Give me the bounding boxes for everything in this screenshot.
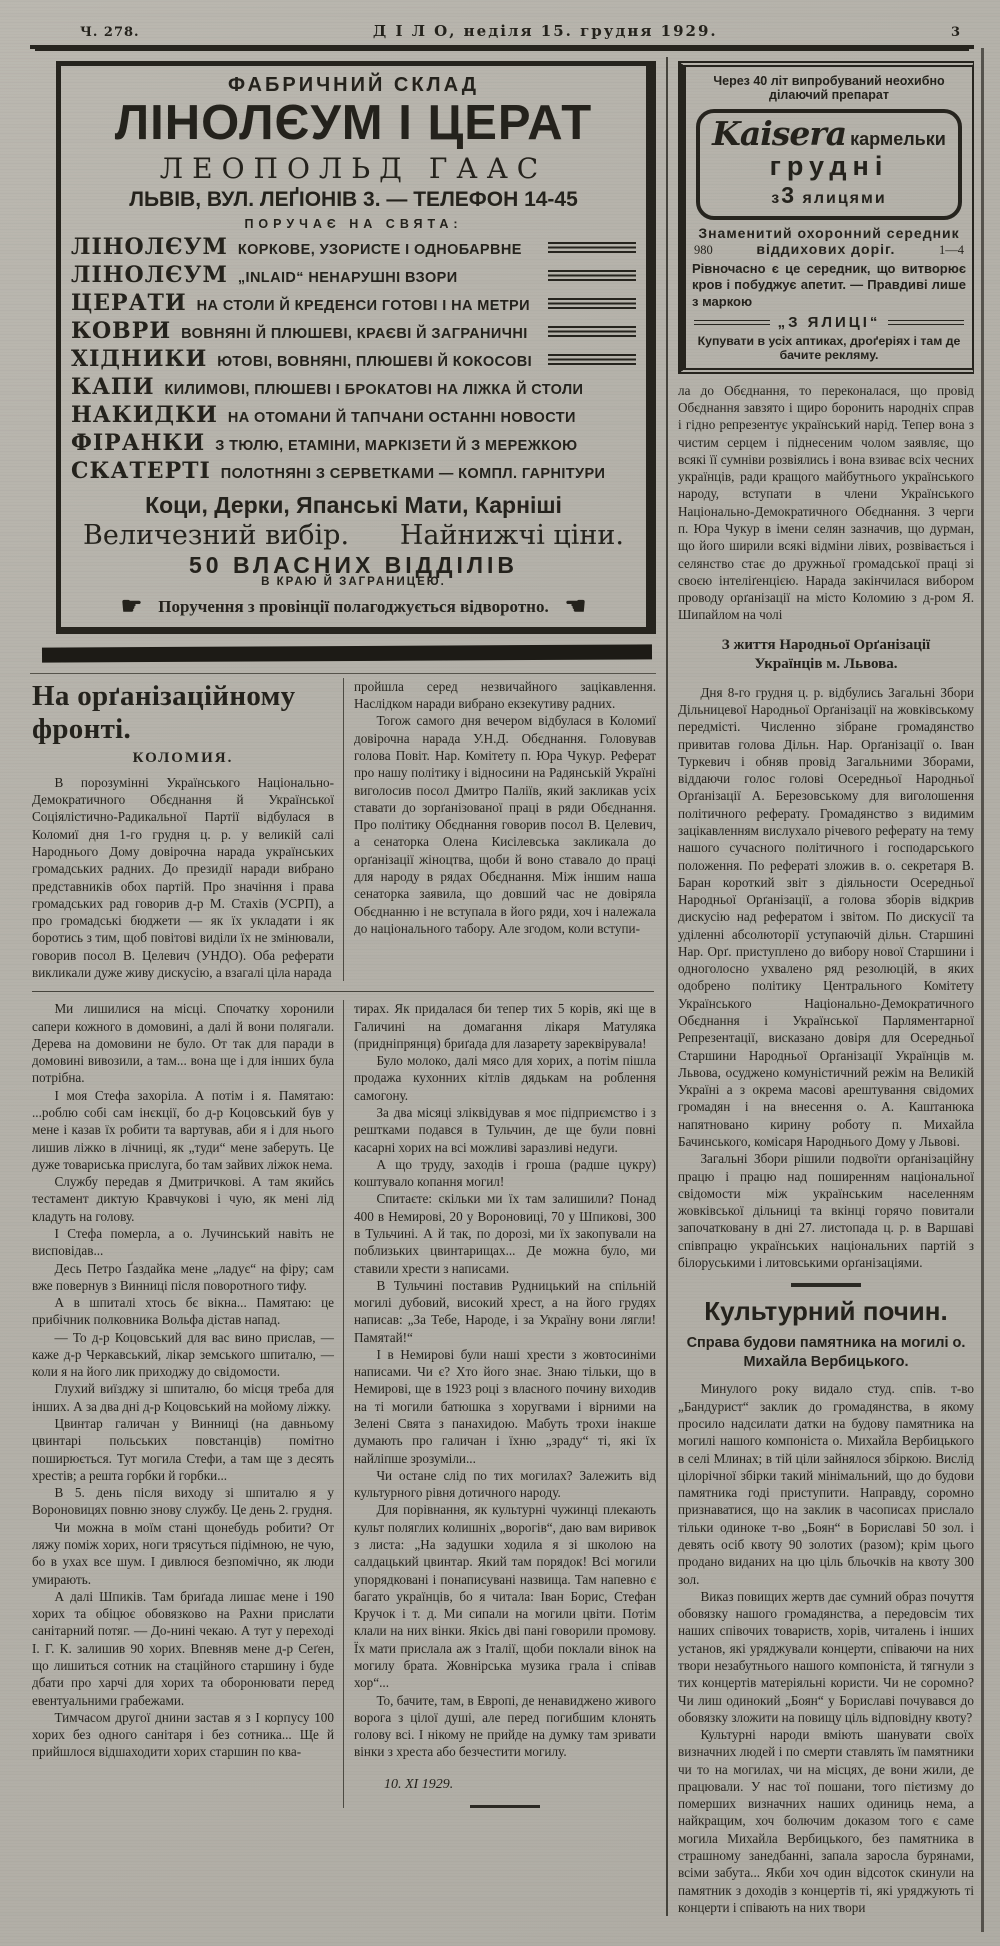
ad-choice-right: Найнижчі ціни. [399, 519, 624, 551]
paragraph: В порозумінні Українського Національно-Демократичного Обєднання й Української Соціялістично-Радикальної Партії відбулася в Коломиї дня 1-го грудня ц. р. у великій салі Народнього Дому довірочна нарада українських громадських радних. До президії наради вибрано представників обох партій. Про значіння і права громадських рад говорив д-р М. Стахів (УСРП), а про громадські бюджети — як їх укладати і як боротись з тим, щоб повітові виділи їх не змінювали, говорив посол В. Целевич (УНДО). Оба реферати викликали дуже живу дискусію, а взагалі ціла нарада [32, 774, 334, 980]
page-number: 3 [950, 25, 960, 40]
ad-product-row [71, 319, 636, 347]
section-divider [791, 1283, 861, 1287]
product-desc: ПОЛОТНЯНІ З СЕРВЕТКАМИ — КОМПЛ. ГАРНІТУРИ [220, 465, 606, 482]
ad-product-row [71, 235, 636, 263]
kaisera-mark: „З ЯЛИЦІ“ [777, 313, 881, 331]
paragraph: Для порівнання, як культурні чужинці плекають культ поляглих колишніх „ворогів“, даю вам виривок з листа: „На задушки ходила я зі школою на салдацький цвинтар. Який там порядок! Всі могили упорядковані і понаписувані назвища. Там напевно є багато українців, бо я читала: Іван Борис, Стефан Кручок і т. д. Ми сипали на могили цвіти. Потім клали на них вінки. Якісь дві пані говорили промову. Їх мати прислала аж з Італії, щоби поклали вінок на могилу брата. Жовнірська музика грала і співав хор“... [354, 1502, 656, 1691]
section1-text [678, 684, 974, 1272]
paragraph: В 5. день після виходу зі шпиталю я у Вороновицях повню знову службу. Це день 2. грудня. [32, 1485, 334, 1518]
newspaper-title-dateline: Д І Л О, неділя 15. грудня 1929. [372, 22, 718, 40]
ad-branches-line: 50 ВЛАСНИХ ВІДДІЛІВ [189, 551, 518, 578]
article-column-2 [343, 678, 656, 981]
ad-product-row [71, 291, 636, 319]
ad-address-phone: ЛЬВІВ, ВУЛ. ЛЕҐІОНІВ 3. — ТЕЛЕФОН 14-45 [129, 187, 578, 211]
kaisera-claim-line1: Знаменитий охоронний середник [698, 225, 960, 241]
ad-product-row [71, 431, 636, 459]
paragraph: — То д-р Коцовський для вас вино прислав, — каже д-р Черкавський, лікар земського шпиталю, — коли я на його лик приходжу до свідомости. [32, 1329, 334, 1380]
kaisera-number-left: 980 [694, 243, 713, 257]
ad-choice-line [71, 520, 636, 551]
article-text [32, 774, 334, 981]
stacked-lines-decoration [548, 298, 636, 311]
paragraph: Виказ повищих жертв дає сумний образ почуття обовязку нашого громадянства, а передовсім тих наших співочих товариств, хорів, читалень і інших установ, які уряджували концерти, співаючи на них твори незабутнього нашого компоніста, й тягнули з тих концертів матеріяльні користи. Чи не соромно? Чи лиш одинокий „Боян“ у Бориславі почувався до обовязку зложити на повищу ціль відповідну квоту? [678, 1588, 974, 1725]
memoir-column-2 [343, 1000, 656, 1808]
memoir-text [354, 1000, 656, 1760]
product-desc: З ТЮЛЮ, ЕТАМІНИ, МАРКІЗЕТИ Й З МЕРЕЖКОЮ [215, 437, 578, 454]
yal-prefix: з [771, 190, 782, 207]
paragraph: Службу передав я Дмитричкові. А там якийсь тестамент диктую Кравчукові і чую, як мені лід кладуть на голову. [32, 1174, 334, 1224]
right-column [666, 57, 974, 1916]
product-lead: СКАТЕРТІ [71, 457, 211, 484]
ad-title: ЛІНОЛЄУМ І ЦЕРАТ [114, 96, 593, 150]
paragraph: Було молоко, далі мясо для хорих, а потім пішла продажа кухонних кітлів дядькам на роблення самогону. [354, 1053, 656, 1103]
kaisera-claim-line2-row [692, 241, 966, 258]
kaisera-footer: Купувати в усіх аптиках, дроґеріях і там де бачите рекляму. [697, 333, 961, 362]
product-lead: ЛІНОЛЄУМ [71, 261, 228, 288]
paragraph: Тимчасом другої днини застав я з І корпусу 100 хорих без одного санітаря і без сотника... Ще й прийшлося відшаходити хорих старшин по ква- [32, 1709, 334, 1760]
pointing-hand-left-icon: ☚ [564, 593, 587, 620]
kaisera-hrudni: грудні [769, 151, 889, 181]
product-desc: НА ОТОМАНИ Й ТАПЧАНИ ОСТАННІ НОВОСТИ [227, 409, 576, 426]
paragraph: Цвинтар галичан у Винниці (на давньому цвинтарі польських повстанців) помітно поширюється. Тут могила Стефи, а там ще з десять хрестів; а решта горбки й горбки... [32, 1416, 334, 1483]
paragraph: пройшла серед незвичайного зацікавлення. Наслідком наради вибрано екзекутиву радних. [354, 678, 656, 712]
product-desc: НА СТОЛИ Й КРЕДЕНСИ ГОТОВІ І НА МЕТРИ [196, 297, 530, 314]
memoir-column-1 [30, 1000, 343, 1808]
section-title-narodnia-orhanizatsiia: З життя Народньої Орґанізації Українців м. Львова. [721, 636, 931, 673]
paragraph: Чи остане слід по тих могилах? Залежить від культурного рівня дотичного народу. [354, 1467, 656, 1501]
double-line-decoration [888, 320, 964, 325]
stacked-lines-decoration [548, 270, 636, 283]
article-organizational-front [30, 673, 656, 981]
heavy-rule-decoration [42, 644, 652, 662]
product-desc: КИЛИМОВІ, ПЛЮШЕВІ І БРОКАТОВІ НА ЛІЖКА Й СТОЛИ [164, 381, 584, 398]
paragraph: Спитаєте: скільки ми їх там залишили? Понад 400 в Немирові, 20 у Вороновиці, 70 у Шпикові, 300 в Тульчині. А й так, по дорозі, ми їх закопували на поблизьких цвинтарищах... Де можна було, ми ставили хрести з написами. [354, 1191, 656, 1276]
paragraph: Ми лишилися на місці. Спочатку хоронили сапери кожного в домовині, а далі й вони полягали. Дерева на домовини не було. От так для паради в домовині вивозили, а там... вона ще і для інших була потрібна. [32, 1001, 334, 1086]
kaisera-number-right: 1—4 [938, 243, 964, 257]
paragraph: Культурні народи вміють шанувати своїх визначних людей і по смерти ставлять їм памятники чи то на могилах, чи на місцях, де вони жили, де працювали. У нас тої пошани, того пієтизму до померших визначних наших одиниць нема, а найкращим, хоч болючим доказом того є саме могила Михайла Вербицького, без памятника в страшному занедбанні, запала заросла бурянами, всіми забута... Якби хоч один відсоток скинули на памятник з доходів з концертів ті, які уряджують ті концерти і співають на них твори [678, 1727, 974, 1915]
ad-product-row [71, 403, 636, 431]
kaisera-body-text: Рівночасно є це середник, що витворює кров і побуджує апетит. — Правдиві лише з маркою [692, 261, 966, 309]
kaisera-logo-box [696, 109, 962, 220]
paragraph: І моя Стефа захоріла. А потім і я. Памятаю: ...роблю собі сам інєкції, бо д-р Коцовський був у мене і казав їх робити та вартував, аби я і для нього лишив ліжко в лічниці, як „туди“ мене заберуть. Це дуже товариська прислуга, бо там зайвих ліжок нема. [32, 1087, 334, 1172]
kaisera-mark-row [694, 314, 964, 331]
ad-footer-line [71, 595, 636, 619]
product-lead: КАПИ [71, 373, 155, 400]
product-lead: ЛІНОЛЄУМ [71, 233, 228, 260]
paragraph: Чи можна в моїм стані щонебудь робити? От ляжу поміж хорих, ноги трясуться підімною, не чую, бо в ухах все шум. І дивлюся безпомічно, як люди умирають. [32, 1519, 334, 1587]
paragraph: І Стефа померла, а о. Лучинський навіть не висповідав... [32, 1225, 334, 1259]
page-content [30, 57, 974, 1916]
kaisera-advertisement [678, 61, 974, 374]
paragraph: тирах. Як придалася би тепер тих 5 корів, які ще в Галичині на домагання лікаря Матуляка (придніпрянця) бриґада для лазарету зареквірувала! [354, 1001, 656, 1051]
product-lead: НАКИДКИ [71, 401, 218, 428]
section2-text [678, 1380, 974, 1916]
pointing-hand-right-icon: ☛ [120, 593, 143, 620]
section-title-kulturnyi-pochyn: Культурний почин. [704, 1295, 948, 1326]
ad-offer-line: ПОРУЧАЄ НА СВЯТА: [244, 216, 463, 231]
kaisera-karmelky: кармельки [850, 129, 946, 149]
stacked-lines-decoration [548, 326, 636, 339]
paragraph: А в шпиталі хтось бє вікна... Памятаю: це прибічник полковника Вольфа дістав напад. [32, 1295, 334, 1328]
section-divider [32, 991, 654, 992]
product-desc: „INLAID“ НЕНАРУШНІ ВЗОРИ [237, 269, 458, 286]
ad-branches-subline: В КРАЮ Й ЗАГРАНИЦЕЮ. [261, 575, 446, 588]
ad-kicker: ФАБРИЧНИЙ СКЛАД [227, 74, 480, 96]
ad-footer-text: Поручення з провінції полагоджується відворотно. [158, 596, 549, 616]
left-region [30, 57, 666, 1916]
ad-product-row [71, 263, 636, 291]
paragraph: В Тульчині поставив Рудницький на спільній могилі дубовий, високий хрест, а на його грудях написав: „За Тебе, Народе, і за Україну вони лягли! Памятай!“ [354, 1277, 656, 1345]
paragraph: То, бачите, там, в Европі, де ненавиджено живого ворога з цілої душі, але перед погибшим клонять голову всі. І нікому не прийде на думку там зривати вінки з хреста або безчестити могилу. [354, 1692, 656, 1760]
product-desc: ЮТОВІ, ВОВНЯНІ, ПЛЮШЕВІ Й КОКОСОВІ [217, 353, 533, 370]
right-column-intro [678, 382, 974, 624]
paragraph: А далі Шпиків. Там бриґада лишає мене і 190 хорих та обіцює обовязково на Рахни прислати санітарний потяг. — До-нині чекаю. А тут у переході І. Г. К. залишив 90 хорих. Впевняв мене д-р Сеґен, що лишиться сотник на стаційного старшину і буде дбати про харчі для хорих та оборонювати перед евентуальними грабежами. [32, 1588, 334, 1708]
paragraph: ла до Обєднання, то переконалася, що провід Обєднання завзято і щиро боронить народніх справ і гідно репрезентує український нарід. Тепер вона з чистим серцем і піднесеним чолом заявляє, що всякі її сумніви розвіялись і вона взиває всіх чесних українців, ради кращого майбутнього українського народу, вступати в члени Українського Національно-Демократичного Обєднання. З черги п. Юра Чукур в імени селян зазначив, що дурман, що його ширили всякі відміни лівих, розвівається і селянство стає до дружньої громадської праці зі своєю інтеліґенцією. Нарада закінчилася вибором проводу орґанізації на місто Коломию з д-ром Я. Шипайлом на чолі [678, 382, 974, 623]
product-desc: ВОВНЯНІ Й ПЛЮШЕВІ, КРАЄВІ Й ЗАГРАНИЧНІ [181, 325, 528, 342]
product-lead: ФІРАНКИ [71, 429, 206, 456]
yal-rest: ялицями [802, 190, 887, 207]
product-lead: КОВРИ [71, 317, 172, 344]
paragraph: Загальні Збори рішили подвоїти орґанізаційну працю і працю над поширенням національної свідомости між українським населенням жовківської дільниці та вкінці горячо повитали започатковану в дні 27. листопада ц. р. в Варшаві співпрацю українських національних партій з білоруськими і литовськими орґанізаціями. [678, 1151, 974, 1270]
paragraph: Дня 8-го грудня ц. р. відбулись Загальні Збори Дільницевої Народньої Орґанізації на жовківському передмісті. Численно зібране громадянство привитав голова Дільн. Нар. Орґанізації о. Іван Туркевич і обняв провід Загальними Зборами, віддаючи голос голові Осередньої Народньої Орґанізації А. Березовському для виголошення політичного реферату. Громадянство з видимим зацікавленням вислухало річевого реферату на тему нашого сучасного політичного і господарського положення. По рефераті зложив в. о. секретаря В. Баран короткий звіт з діяльности Осередньої Народньої Орґанізації, а голова зборів відкрив дискусію над рефератом і звітом. По дискусії та уділенні абсолюторії уступаючій дільн. Старшині Нар. Орґ. приступлено до вибору нової Старшини і одноголосно ухвалено ряд резолюцій, в яких одобрено політику Центрального Комітету Українського Національно-Демократичного Обєднання і Української Парляментарної Репрезентації, висказано довіря для Осередньої Старшини Народньої Орґанізації Українців м. Львова, осуджено комуністичний режім на Великій Україні а з окрема масові арештування свідомих громадян і на внесення о. А. Каштанюка напятновано кирину роботу п. Михайла Бачинського, комісаря Народнього Дому у Львові. [678, 684, 974, 1149]
paragraph: Минулого року видало студ. спів. т-во „Бандурист“ заклик до громадянства, в якому просило надсилати датки на будову памятника на могилі нашого компоніста о. Михайла Вербицького в селі Млинах; в тій ціли зайнялося збіркою. Вислід цілорічної збірки такий мінімальний, що до будови памятника годі приступити. Направду, соромно признаватися, що на заклик в часописах прислало тільки одиноке т-во „Боян“ в Бориславі 50 зол. і девять осіб квоту 90 золотих (разом); крім цього продано виданих на цю ціль бльочків на квоту 300 зол. [678, 1381, 974, 1587]
kaisera-top-line: Через 40 літ випробуваний неохибно ділаючий препарат [713, 74, 945, 102]
ad-product-list [71, 235, 636, 487]
masthead [30, 18, 974, 49]
paragraph: Глухий виїзджу зі шпиталю, бо місця треба для інших. А за два дні д-р Коцовський на мойому ліжку. [32, 1381, 334, 1414]
ad-product-row [71, 347, 636, 375]
article-subtitle: КОЛОМИЯ. [132, 749, 234, 766]
paragraph: А що труду, заходів і гроша (радше цукру) коштувало копання могил! [354, 1156, 656, 1190]
end-divider [470, 1805, 540, 1809]
section2-subtitle: Справа будови памятника на могилі о. Михайла Вербицького. [686, 1334, 966, 1370]
double-line-decoration [694, 320, 770, 325]
kaisera-claim-line2: віддихових доріг. [756, 241, 896, 257]
product-desc: КОРКОВЕ, УЗОРИСТЕ І ОДНОБАРВНЕ [237, 241, 522, 258]
paragraph: Десь Петро Ґаздайка мене „ладує“ на фіру; сам вже повернув з Винниці після поворотного тифу. [32, 1260, 334, 1293]
kaisera-brand-line [708, 114, 950, 153]
stacked-lines-decoration [548, 242, 636, 255]
product-lead: ЦЕРАТИ [71, 289, 187, 316]
paragraph: Тогож самого дня вечером відбулася в Коломиї довірочна нарада У.Н.Д. Обєднання. Головував голова Повіт. Нар. Комітету п. Юра Чукур. Реферат про нашу політику і відносини на Радянській Україні виголосив посол Дмитро Паліїв, який закликав усіх ставати до зорґанізованої праці в ряди Обєднання. Про політику Обєднання говорив посол В. Целевич, а сенаторка Олена Кисілевська закликала до орґанізації жіноцтва, щоби й воно ставало до праці для народу в рядах Обєднання. Між іншим наша сенаторка заявила, що довший час не довіряла Обєднанню і не вступала в його ряди, хоч і належала до національного табору. Але згодом, коли вступи- [354, 713, 656, 936]
kaisera-brand: Kaisera [712, 114, 847, 153]
yal-number: 3 [781, 182, 797, 208]
product-lead: ХІДНИКИ [71, 345, 208, 372]
paragraph: І в Немирові були наші хрести з жовтосиніми написами. Чи є? Хто його знає. Знаю тільки, що в Немирові, ще в 1923 році з власного почину виходив на ті могили батюшка з хоругвами і вірними на Зелені Свята з панахидою. Мабуть трохи інакше думають про галичан і їхню „зраду“ ті, які їх найліпше зрозуміли... [354, 1346, 656, 1466]
ad-product-row [71, 459, 636, 487]
ad-product-row [71, 375, 636, 403]
stacked-lines-decoration [548, 354, 636, 367]
paragraph: За два місяці зліквідував я моє підприємство і з рештками подався в Тульчин, де ще були повні касарні хорих на всі можливі заразливі недуги. [354, 1104, 656, 1155]
issue-number: Ч. 278. [80, 25, 140, 40]
article-title: На орґанізаційному фронті. [32, 679, 296, 745]
article-column-1 [30, 678, 343, 981]
memoir-article [30, 1000, 656, 1808]
ad-brands-line: Коци, Дерки, Япанські Мати, Карніші [145, 491, 562, 518]
linoleum-advertisement [56, 61, 656, 634]
memoir-date: 10. XI 1929. [384, 1776, 454, 1792]
ad-owner-name: ЛЕОПОЛЬД ГААС [159, 151, 548, 185]
ad-choice-left: Величезний вибір. [83, 519, 350, 551]
kaisera-yalytsiamy-line [708, 182, 950, 209]
